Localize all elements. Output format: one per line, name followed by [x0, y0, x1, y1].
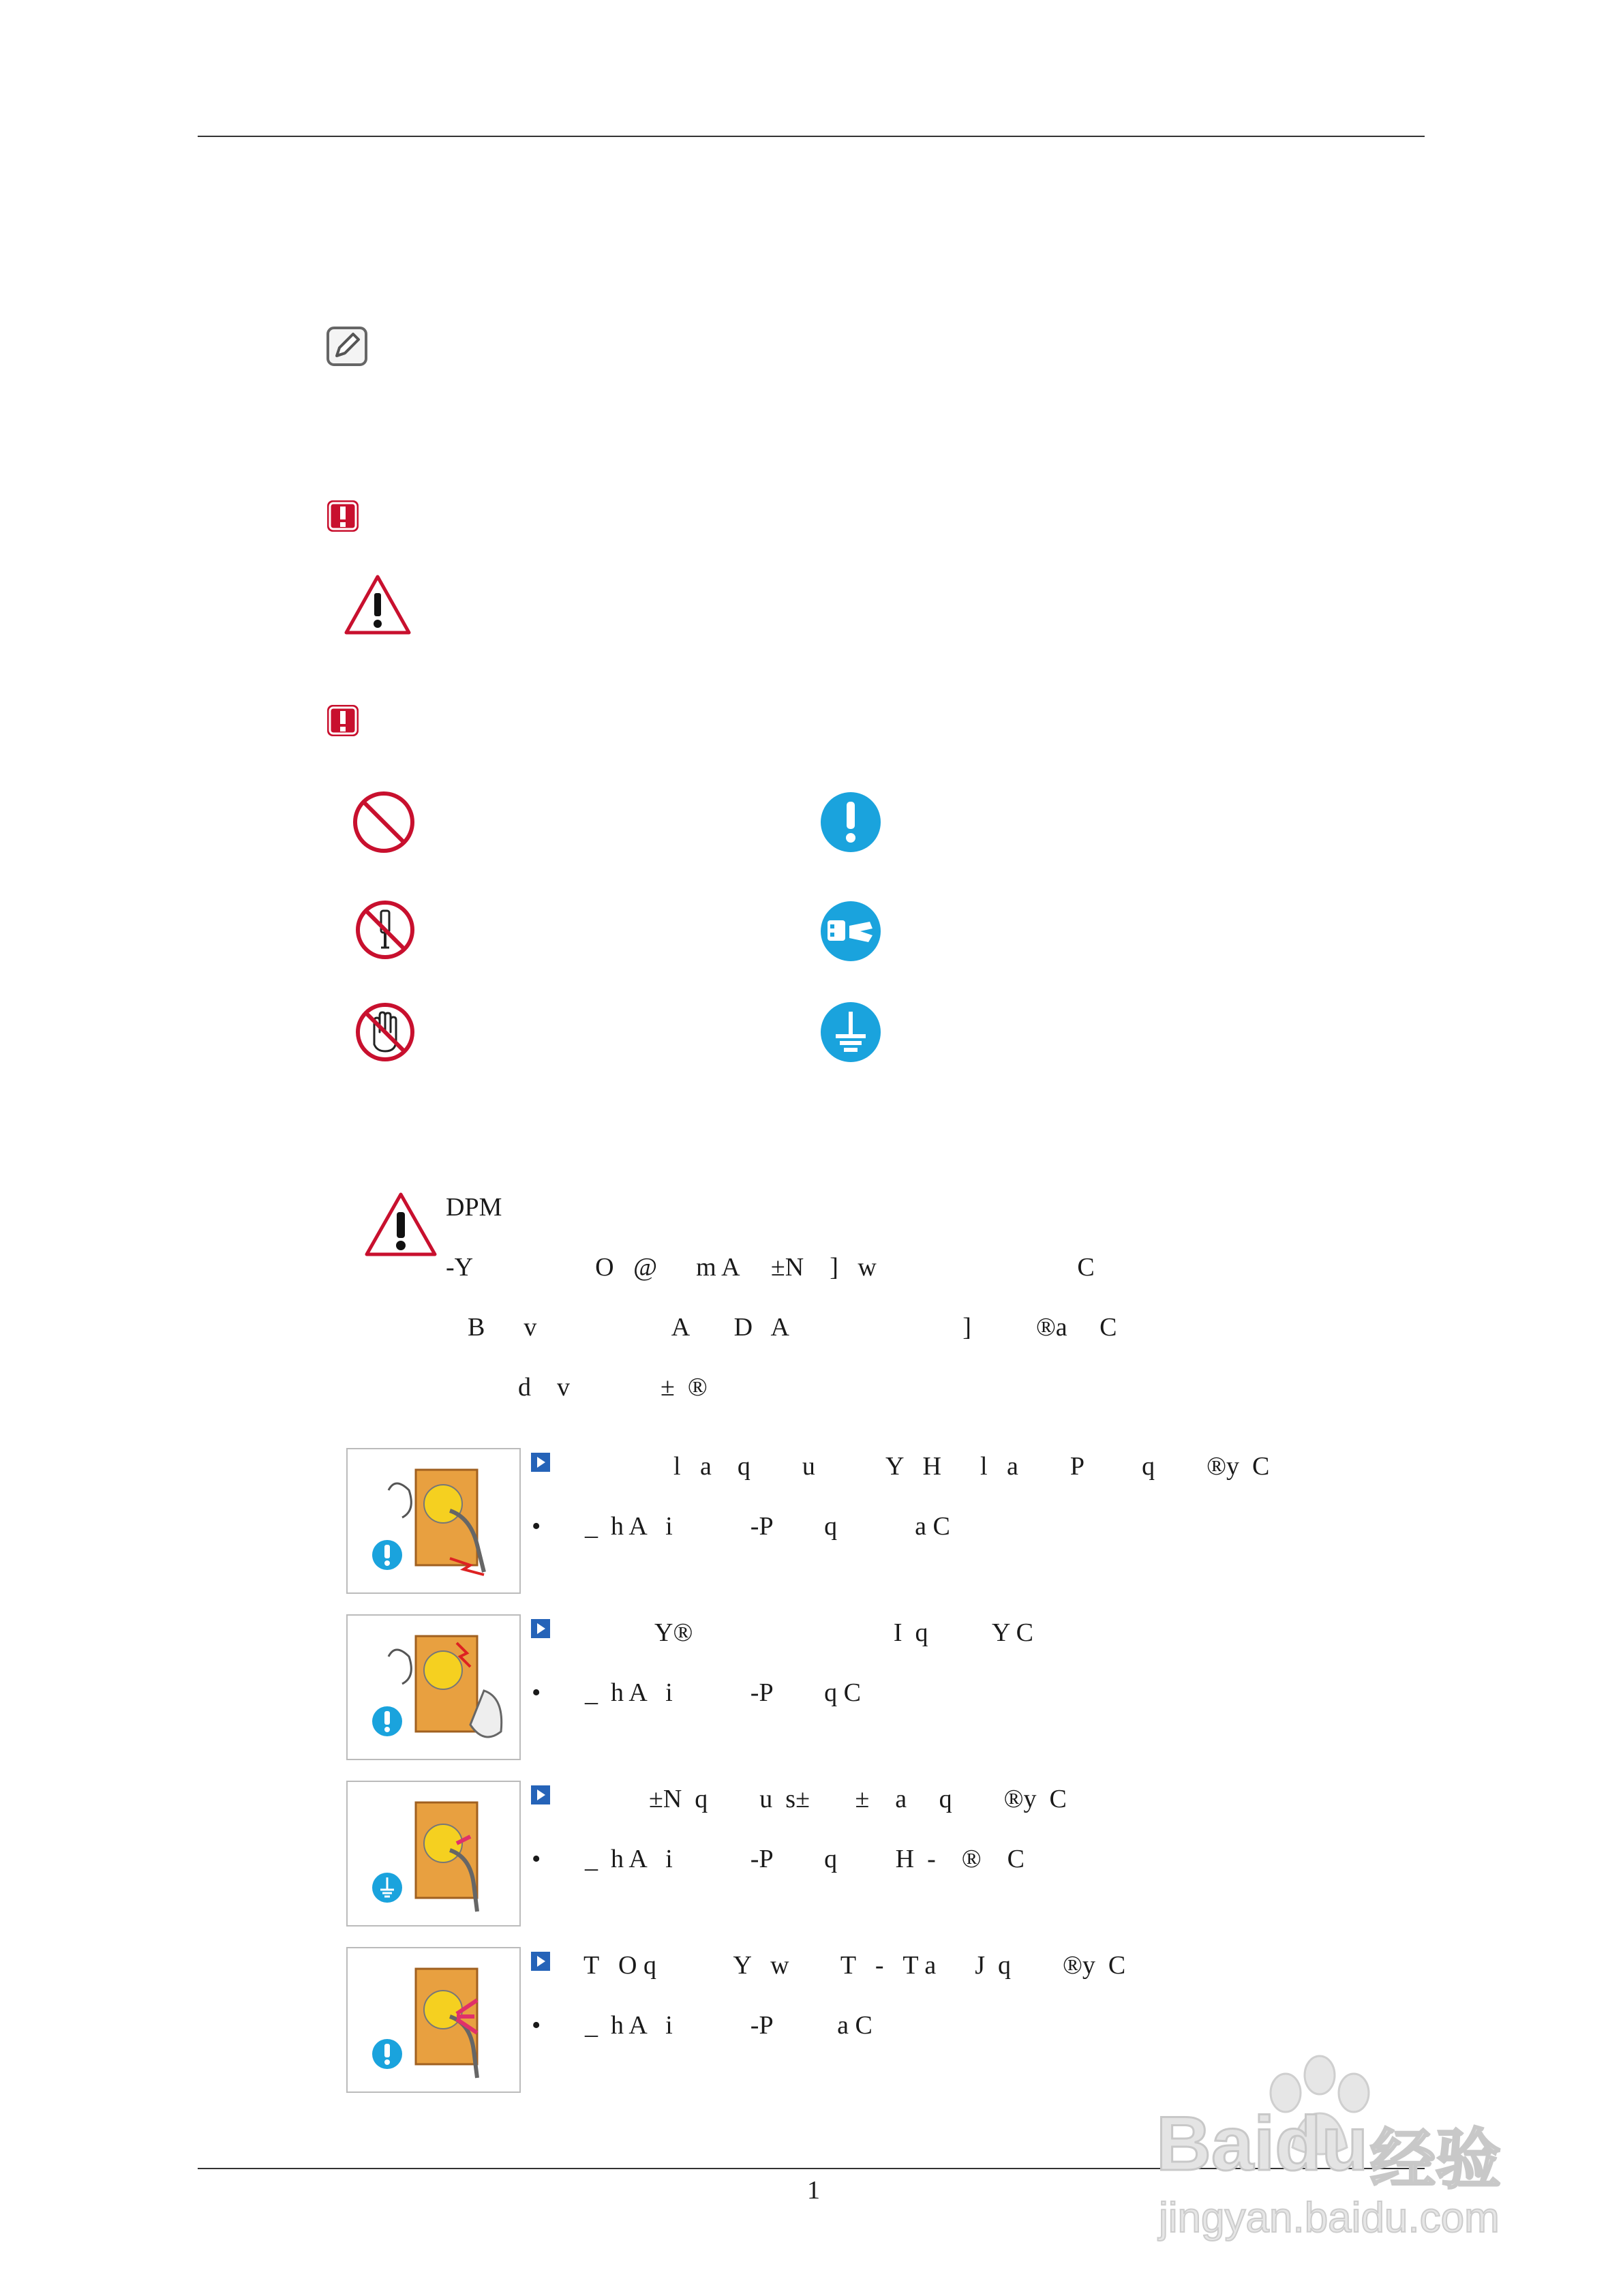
warning-triangle-icon — [342, 573, 413, 638]
watermark-brand: Baidu — [1156, 2101, 1369, 2186]
item-2-heading: Y® I q Y C — [654, 1618, 1033, 1647]
item-4-heading: T O q Y w T - T a J q ®y C — [583, 1951, 1126, 1980]
header-rule — [198, 136, 1425, 137]
prohibited-icon — [351, 789, 416, 855]
note-pencil-icon — [326, 326, 369, 368]
item-2-detail: _ h A i -P q C — [585, 1678, 862, 1707]
play-arrow-icon — [530, 1785, 551, 1805]
item-1-heading: l a q u Y H l a P q ®y C — [673, 1452, 1270, 1481]
watermark-cn: 经验 — [1370, 2121, 1501, 2198]
dpm-line-3: d v ± ® — [518, 1373, 708, 1402]
play-arrow-icon — [530, 1452, 551, 1472]
play-arrow-icon — [530, 1951, 551, 1972]
item-3-heading: ±N q u s± ± a q ®y C — [649, 1785, 1067, 1813]
mandatory-icon — [818, 789, 883, 855]
dpm-line-2: B v A D A ] ®a C — [468, 1313, 1117, 1342]
item-3-detail: _ h A i -P q H - ® C — [585, 1845, 1025, 1873]
dpm-line-1: -Y O @ m A ±N ] w C — [446, 1253, 1095, 1282]
dpm-title: DPM — [446, 1193, 502, 1222]
item-4-detail: _ h A i -P a C — [585, 2011, 873, 2040]
watermark-url: jingyan.baidu.com — [1159, 2194, 1500, 2241]
item-illustration-wet-hands — [346, 1614, 521, 1760]
unplug-icon — [818, 898, 883, 964]
caution-icon — [326, 704, 360, 738]
play-arrow-icon — [530, 1618, 551, 1639]
do-not-touch-icon — [354, 1001, 416, 1063]
ground-icon — [818, 999, 883, 1065]
important-icon — [326, 499, 360, 533]
dpm-warning-icon — [363, 1190, 439, 1261]
item-4-bullet: • — [532, 2011, 541, 2040]
item-1-bullet: • — [532, 1512, 541, 1541]
item-1-detail: _ h A i -P q a C — [585, 1512, 950, 1541]
item-2-bullet: • — [532, 1678, 541, 1707]
page-number: 1 — [807, 2176, 820, 2205]
item-illustration-unplug-pull — [346, 1448, 521, 1594]
item-illustration-insert-plug — [346, 1947, 521, 2093]
item-3-bullet: • — [532, 1845, 541, 1873]
no-disassembly-icon — [354, 898, 416, 961]
item-illustration-grounded-plug — [346, 1781, 521, 1927]
